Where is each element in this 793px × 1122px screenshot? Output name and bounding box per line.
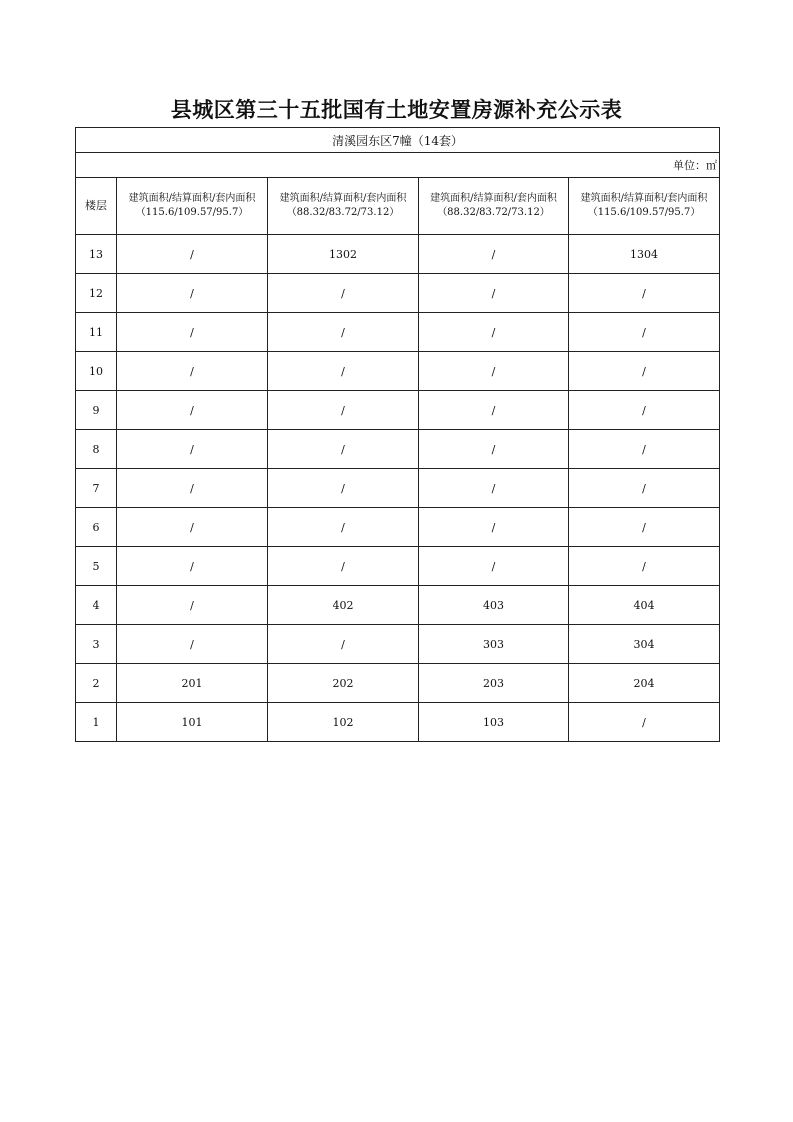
floor-number: 11 bbox=[76, 313, 117, 352]
column-header bbox=[569, 178, 720, 235]
unit-cell: / bbox=[117, 391, 268, 430]
unit-cell: 103 bbox=[419, 703, 569, 742]
unit-cell: / bbox=[268, 352, 419, 391]
unit-cell: 204 bbox=[569, 664, 720, 703]
unit-cell: / bbox=[419, 235, 569, 274]
column-header-areas: （115.6/109.57/95.7） bbox=[587, 207, 701, 218]
unit-cell: 203 bbox=[419, 664, 569, 703]
table-row bbox=[76, 586, 720, 625]
table-row bbox=[76, 274, 720, 313]
table-row bbox=[76, 508, 720, 547]
unit-cell: / bbox=[419, 352, 569, 391]
floor-number: 4 bbox=[76, 586, 117, 625]
table-row bbox=[76, 430, 720, 469]
unit-cell: / bbox=[268, 430, 419, 469]
column-header bbox=[268, 178, 419, 235]
unit-cell: / bbox=[117, 547, 268, 586]
unit-cell: / bbox=[419, 430, 569, 469]
unit-cell: 202 bbox=[268, 664, 419, 703]
floor-number: 1 bbox=[76, 703, 117, 742]
unit-cell: / bbox=[569, 391, 720, 430]
unit-cell: / bbox=[569, 508, 720, 547]
unit-cell: / bbox=[569, 352, 720, 391]
floor-header: 楼层 bbox=[76, 178, 117, 235]
unit-cell: / bbox=[268, 274, 419, 313]
unit-cell: / bbox=[419, 313, 569, 352]
unit-cell: / bbox=[117, 625, 268, 664]
unit-cell: 403 bbox=[419, 586, 569, 625]
unit-cell: 101 bbox=[117, 703, 268, 742]
floor-number: 2 bbox=[76, 664, 117, 703]
table-row bbox=[76, 547, 720, 586]
unit-cell: / bbox=[117, 508, 268, 547]
unit-row bbox=[76, 153, 720, 178]
floor-number: 6 bbox=[76, 508, 117, 547]
floor-number: 9 bbox=[76, 391, 117, 430]
unit-cell: / bbox=[419, 274, 569, 313]
column-header-areas: （88.32/83.72/73.12） bbox=[437, 207, 550, 218]
unit-cell: / bbox=[268, 469, 419, 508]
header-row bbox=[76, 178, 720, 235]
table-row bbox=[76, 703, 720, 742]
table-subtitle: 清溪园东区7幢（14套） bbox=[76, 128, 720, 153]
floor-number: 12 bbox=[76, 274, 117, 313]
unit-cell: / bbox=[268, 547, 419, 586]
unit-cell: / bbox=[569, 703, 720, 742]
floor-number: 8 bbox=[76, 430, 117, 469]
floor-number: 3 bbox=[76, 625, 117, 664]
table-row bbox=[76, 625, 720, 664]
unit-cell: / bbox=[268, 508, 419, 547]
column-header bbox=[117, 178, 268, 235]
unit-cell: 402 bbox=[268, 586, 419, 625]
column-header-areas: （88.32/83.72/73.12） bbox=[286, 207, 400, 218]
unit-cell: / bbox=[569, 274, 720, 313]
housing-table bbox=[75, 127, 720, 742]
table-row bbox=[76, 391, 720, 430]
page-title: 县城区第三十五批国有土地安置房源补充公示表 bbox=[170, 97, 623, 122]
floor-number: 10 bbox=[76, 352, 117, 391]
floor-number: 13 bbox=[76, 235, 117, 274]
unit-cell: / bbox=[419, 547, 569, 586]
unit-cell: / bbox=[268, 625, 419, 664]
unit-cell: / bbox=[419, 469, 569, 508]
table-row bbox=[76, 664, 720, 703]
floor-number: 5 bbox=[76, 547, 117, 586]
unit-cell: / bbox=[268, 313, 419, 352]
column-header bbox=[419, 178, 569, 235]
unit-cell: / bbox=[569, 313, 720, 352]
unit-cell: / bbox=[117, 430, 268, 469]
unit-cell: / bbox=[117, 274, 268, 313]
unit-cell: / bbox=[117, 469, 268, 508]
column-header-title: 建筑面积/结算面积/套内面积 bbox=[430, 193, 557, 204]
unit-cell: 1302 bbox=[268, 235, 419, 274]
table-row bbox=[76, 313, 720, 352]
unit-cell: 404 bbox=[569, 586, 720, 625]
unit-cell: / bbox=[117, 313, 268, 352]
unit-cell: / bbox=[117, 235, 268, 274]
unit-label: 单位：㎡ bbox=[76, 153, 720, 178]
table-row bbox=[76, 235, 720, 274]
table-row bbox=[76, 352, 720, 391]
unit-cell: / bbox=[569, 430, 720, 469]
table-row bbox=[76, 469, 720, 508]
unit-cell: / bbox=[117, 352, 268, 391]
column-header-title: 建筑面积/结算面积/套内面积 bbox=[580, 193, 708, 204]
column-header-areas: （115.6/109.57/95.7） bbox=[135, 207, 249, 218]
unit-cell: 1304 bbox=[569, 235, 720, 274]
column-header-title: 建筑面积/结算面积/套内面积 bbox=[279, 193, 407, 204]
unit-cell: / bbox=[117, 586, 268, 625]
unit-cell: 304 bbox=[569, 625, 720, 664]
column-header-title: 建筑面积/结算面积/套内面积 bbox=[128, 193, 256, 204]
unit-cell: 201 bbox=[117, 664, 268, 703]
floor-number: 7 bbox=[76, 469, 117, 508]
unit-cell: / bbox=[419, 508, 569, 547]
unit-cell: / bbox=[569, 469, 720, 508]
unit-cell: 102 bbox=[268, 703, 419, 742]
unit-cell: / bbox=[569, 547, 720, 586]
unit-cell: / bbox=[419, 391, 569, 430]
unit-cell: / bbox=[268, 391, 419, 430]
table-subtitle-row bbox=[76, 128, 720, 153]
unit-cell: 303 bbox=[419, 625, 569, 664]
